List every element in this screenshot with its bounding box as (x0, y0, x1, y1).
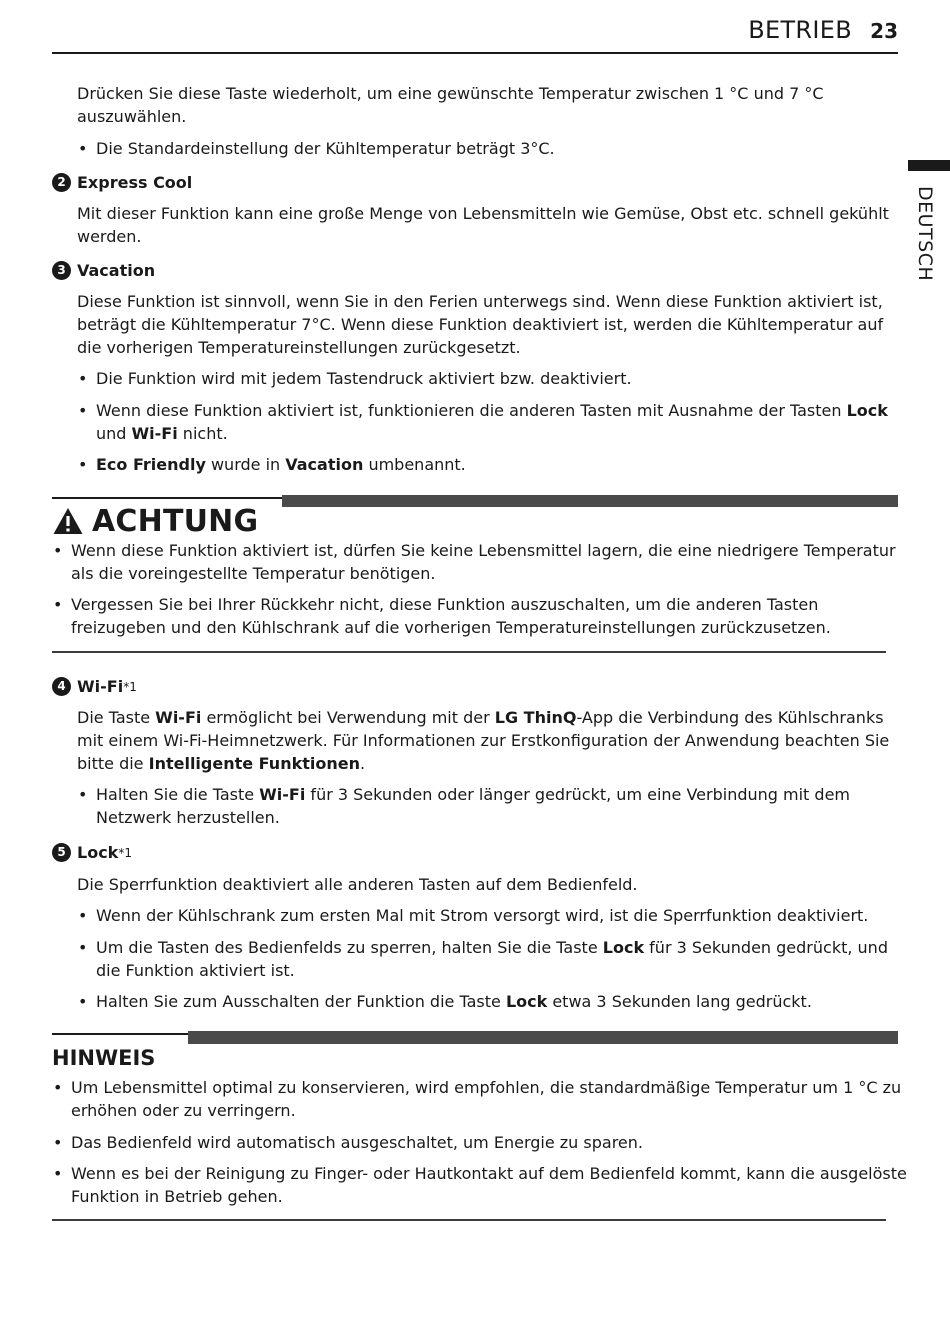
lock-heading: 5 Lock *1 (52, 841, 132, 864)
page-number: 23 (870, 19, 898, 43)
caution-heading (52, 497, 282, 543)
vacation-text: Diese Funktion ist sinnvoll, wenn Sie in den Ferien unterwegs sind. Wenn diese Funktion aktiviert ist, beträgt die Kühltemperatur 7°C. Wenn diese Funktion deaktiviert ist, werden die Kühltemperatur auf die vorherigen Temperatureinstellungen zurückgesetzt. (77, 292, 884, 357)
number-3-icon: 3 (52, 261, 71, 280)
vacation-bullet-2: • Wenn diese Funktion aktiviert ist, funktionieren die anderen Tasten mit Ausnahme der Tasten Lock und Wi-Fi nicht. (77, 399, 896, 445)
wifi-text: Die Taste Wi-Fi ermöglicht bei Verwendung mit der LG ThinQ-App die Verbindung des Kühlschranks mit einem Wi-Fi-Heimnetzwerk. Für Informationen zur Erstkonfiguration der Anwendung beachten Sie bitte die Intelligente Funktionen. (77, 708, 890, 773)
section-title: BETRIEB (748, 16, 852, 44)
number-5-icon: 5 (52, 843, 71, 862)
express-cool-heading (52, 171, 192, 194)
note-bar (188, 1031, 898, 1044)
lock-text: Die Sperrfunktion deaktiviert alle anderen Tasten auf dem Bedienfeld. (77, 875, 638, 894)
caution-title: ACHTUNG (92, 503, 259, 539)
lock-bullet-3: • Halten Sie zum Ausschalten der Funktion die Taste Lock etwa 3 Sekunden lang gedrückt. (77, 990, 896, 1013)
note-bullet-1: • Um Lebensmittel optimal zu konservieren, wird empfohlen, die standardmäßige Temperatur um 1 °C zu erhöhen oder zu verringern. (52, 1076, 916, 1122)
vacation-title: Vacation (77, 261, 156, 280)
express-cool-title: Express Cool (77, 173, 193, 192)
side-tab-marker (908, 160, 950, 171)
express-cool-text: Mit dieser Funktion kann eine große Menge von Lebensmitteln wie Gemüse, Obst etc. schnell gekühlt werden. (77, 204, 889, 246)
lock-title: Lock (77, 843, 119, 862)
page-header (52, 14, 898, 54)
note-bullet-3: • Wenn es bei der Reinigung zu Finger- oder Hautkontakt auf dem Bedienfeld kommt, kann die ausgelöste Funktion in Betrieb gehen. (52, 1162, 916, 1208)
caution-bullet-1: • Wenn diese Funktion aktiviert ist, dürfen Sie keine Lebensmittel lagern, die eine niedrigere Temperatur als die voreingestellte Temperatur benötigen. (52, 539, 916, 585)
lock-bullet-2: • Um die Tasten des Bedienfelds zu sperren, halten Sie die Taste Lock für 3 Sekunden gedrückt, und die Funktion aktiviert ist. (77, 936, 896, 982)
vacation-bullet-3: • Eco Friendly wurde in Vacation umbenannt. (77, 453, 896, 476)
note-end-rule (52, 1219, 886, 1221)
caution-bar (282, 495, 898, 507)
wifi-title: Wi-Fi (77, 677, 124, 696)
intro-bullet: • Die Standardeinstellung der Kühltemperatur beträgt 3°C. (77, 137, 896, 160)
caution-bullet-2: • Vergessen Sie bei Ihrer Rückkehr nicht, diese Funktion auszuschalten, um die anderen Tasten freizugeben und den Kühlschrank auf die vorherigen Temperatureinstellungen zurückzusetzen. (52, 593, 916, 639)
wifi-heading: 4 Wi-Fi *1 (52, 675, 137, 698)
intro-text: Drücken Sie diese Taste wiederholt, um eine gewünschte Temperatur zwischen 1 °C und 7 °C auszuwählen. (77, 84, 824, 126)
vacation-bullet-1: • Die Funktion wird mit jedem Tastendruck aktiviert bzw. deaktiviert. (77, 367, 896, 390)
wifi-bullet: • Halten Sie die Taste Wi-Fi für 3 Sekunden oder länger gedrückt, um eine Verbindung mit dem Netzwerk herzustellen. (77, 783, 896, 829)
lock-bullet-1: • Wenn der Kühlschrank zum ersten Mal mit Strom versorgt wird, ist die Sperrfunktion deaktiviert. (77, 904, 906, 927)
language-tab: DEUTSCH (914, 186, 936, 282)
note-title: HINWEIS (52, 1033, 188, 1075)
note-bullet-2: • Das Bedienfeld wird automatisch ausgeschaltet, um Energie zu sparen. (52, 1131, 916, 1154)
number-2-icon: 2 (52, 173, 71, 192)
vacation-heading (52, 259, 155, 282)
warning-icon (52, 506, 84, 536)
caution-end-rule (52, 651, 886, 653)
number-4-icon: 4 (52, 677, 71, 696)
